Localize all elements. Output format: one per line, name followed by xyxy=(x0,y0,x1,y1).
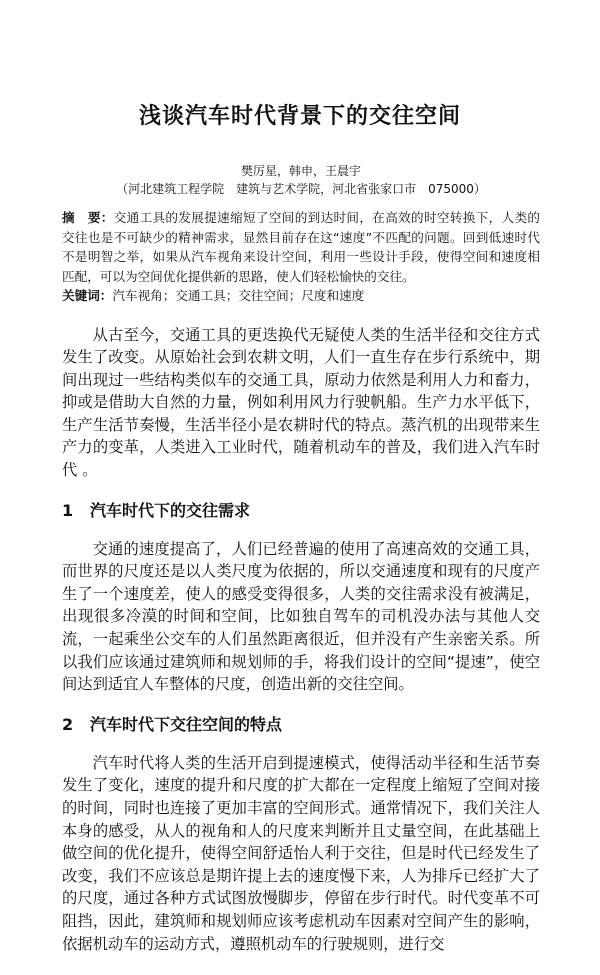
paragraph-section-1: 交通的速度提高了，人们已经普遍的使用了高速高效的交通工具，而世界的尺度还是以人类尺度为依据的，所以交通速度和现有的尺度产生了一个速度差，使人的感受变得很多，人类的交往需求没有被满足，出现很多冷漠的时间和空间，比如独自驾车的司机没办法与其他人交流，一起乘坐公交车的人们虽然距离很近，但并没有产生亲密关系。所以我们应该通过建筑师和规划师的手，将我们设计的空间“提速”，使空间达到适宜人车整体的尺度，创造出新的交往空间。 xyxy=(62,539,540,694)
affiliation: （河北建筑工程学院 建筑与艺术学院，河北省张家口市 075000） xyxy=(116,182,486,196)
section-number: 1 xyxy=(62,500,74,520)
keywords-text: 汽车视角；交通工具；交往空间；尺度和速度 xyxy=(112,288,365,303)
section-heading-2 xyxy=(62,714,540,736)
paragraph-intro: 从古至今，交通工具的更迭换代无疑使人类的生活半径和交往方式发生了改变。从原始社会到农耕文明，人们一直生存在步行系统中，期间出现过一些结构类似车的交通工具，原动力依然是利用人力和畜力，抑或是借助大自然的力量，例如利用风力行驶帆船。生产力水平低下，生产生活节奏慢，生活半径小是农耕时代的特点。蒸汽机的出现带来生产力的变革，人类进入工业时代，随着机动车的普及，我们进入汽车时代 。 xyxy=(62,325,540,480)
authors: 樊厉星，韩申，王晨宇 xyxy=(240,164,361,178)
keywords-label: 关键词： xyxy=(62,288,113,303)
paper-title: 浅谈汽车时代背景下的交往空间 xyxy=(138,104,461,129)
section-title: 汽车时代下交往空间的特点 xyxy=(90,714,283,734)
abstract-label: 摘 要： xyxy=(62,210,114,225)
section-number: 2 xyxy=(62,714,74,734)
section-title: 汽车时代下的交往需求 xyxy=(90,500,251,520)
paragraph-section-2: 汽车时代将人类的生活开启到提速模式，使得活动半径和生活节奏发生了变化，速度的提升和尺度的扩大都在一定程度上缩短了空间对接的时间，同时也连接了更加丰富的空间形式。通常情况下，我们关注人本身的感受，从人的视角和人的尺度来判断并且丈量空间，在此基础上做空间的优化提升，使得空间舒适怡人利于交往，但是时代已经发生了改变，我们不应该总是期许提上去的速度慢下来，人为排斥已经扩大了的尺度，通过各种方式试图放慢脚步，停留在步行时代。时代变革不可阻挡，因此，建筑师和规划师应该考虑机动车因素对空间产生的影响，依据机动车的运动方式，遵照机动车的行驶规则，进行交 xyxy=(62,753,540,953)
abstract xyxy=(62,208,540,286)
keywords xyxy=(62,286,540,306)
section-heading-1 xyxy=(62,500,540,522)
abstract-text: 交通工具的发展提速缩短了空间的到达时间，在高效的时空转换下，人类的交往也是不可缺少的精神需求，显然目前存在这“速度”不匹配的问题。回到低速时代不是明智之举，如果从汽车视角来设计空间，利用一些设计手段，使得空间和速度相匹配，可以为空间优化提供新的思路，使人们轻松愉快的交往。 xyxy=(62,210,541,284)
